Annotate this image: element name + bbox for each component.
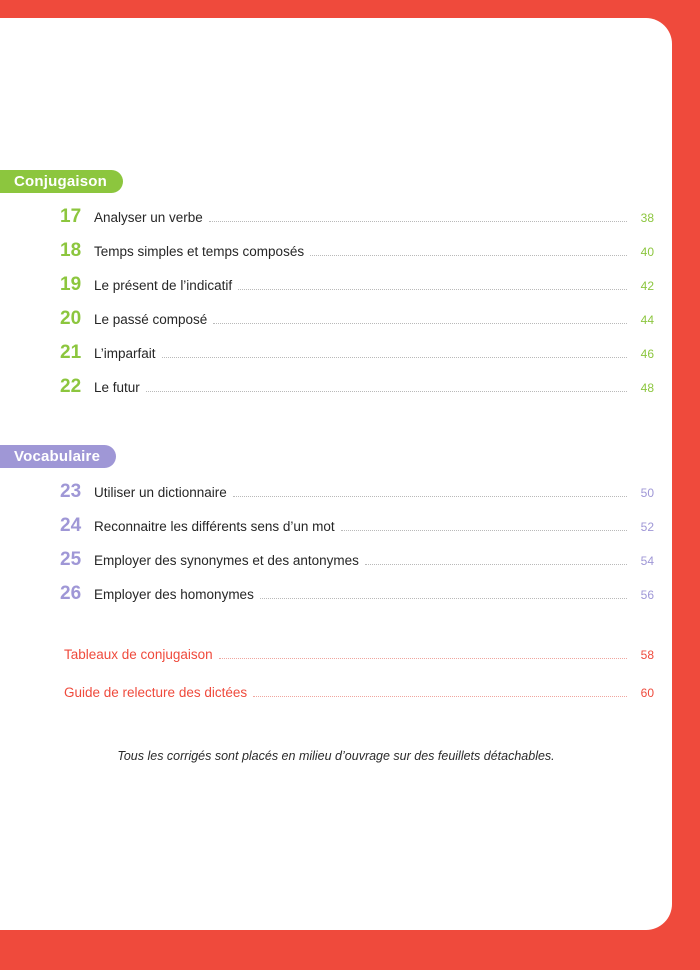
entry-page-number: 54 — [640, 554, 654, 568]
entry-number: 23 — [60, 481, 82, 502]
section-pill-label: Vocabulaire — [0, 445, 116, 468]
extra-page-number: 60 — [640, 686, 654, 700]
toc-entry[interactable] — [60, 274, 654, 300]
entry-page-number: 48 — [640, 381, 654, 395]
extra-title: Tableaux de conjugaison — [64, 647, 213, 662]
dot-leader — [213, 323, 627, 324]
toc-entry[interactable] — [60, 206, 654, 232]
entry-number: 20 — [60, 308, 82, 329]
toc-entry[interactable] — [60, 515, 654, 541]
section-header-vocabulaire — [0, 445, 116, 468]
entry-title: Le futur — [94, 380, 140, 395]
entry-number: 26 — [60, 583, 82, 604]
entry-page-number: 56 — [640, 588, 654, 602]
entry-page-number: 40 — [640, 245, 654, 259]
entry-title: Reconnaitre les différents sens d’un mot — [94, 519, 335, 534]
toc-extra-entry[interactable] — [64, 685, 654, 709]
entry-number: 21 — [60, 342, 82, 363]
entry-page-number: 46 — [640, 347, 654, 361]
extra-title: Guide de relecture des dictées — [64, 685, 248, 700]
dot-leader — [238, 289, 627, 290]
toc-entry[interactable] — [60, 376, 654, 402]
dot-leader — [219, 658, 627, 659]
dot-leader — [310, 255, 627, 256]
toc-entry[interactable] — [60, 583, 654, 609]
entry-page-number: 42 — [640, 279, 654, 293]
section-header-conjugaison — [0, 170, 123, 193]
entry-number: 17 — [60, 206, 82, 227]
dot-leader — [233, 496, 627, 497]
entry-page-number: 38 — [640, 211, 654, 225]
toc-entry[interactable] — [60, 481, 654, 507]
toc-entry[interactable] — [60, 308, 654, 334]
entry-number: 18 — [60, 240, 82, 261]
entry-title: Employer des synonymes et des antonymes — [94, 553, 359, 568]
entry-title: Utiliser un dictionnaire — [94, 485, 227, 500]
entry-title: Analyser un verbe — [94, 210, 203, 225]
toc-entry[interactable] — [60, 549, 654, 575]
entry-title: Temps simples et temps composés — [94, 244, 305, 259]
entry-page-number: 52 — [640, 520, 654, 534]
toc-entry[interactable] — [60, 342, 654, 368]
entry-number: 22 — [60, 376, 82, 397]
toc-extra-entry[interactable] — [64, 647, 654, 671]
dot-leader — [209, 221, 627, 222]
toc-entry[interactable] — [60, 240, 654, 266]
entry-number: 25 — [60, 549, 82, 570]
footnote-text: Tous les corrigés sont placés en milieu d’ouvrage sur des feuillets détachables. — [117, 749, 555, 763]
entry-page-number: 50 — [640, 486, 654, 500]
dot-leader — [260, 598, 627, 599]
dot-leader — [341, 530, 627, 531]
dot-leader — [365, 564, 627, 565]
table-of-contents — [0, 18, 672, 930]
entry-number: 24 — [60, 515, 82, 536]
entry-page-number: 44 — [640, 313, 654, 327]
entry-title: L’imparfait — [94, 346, 156, 361]
entry-number: 19 — [60, 274, 82, 295]
section-pill-label: Conjugaison — [0, 170, 123, 193]
entry-title: Le présent de l’indicatif — [94, 278, 233, 293]
dot-leader — [146, 391, 627, 392]
extra-page-number: 58 — [640, 648, 654, 662]
dot-leader — [162, 357, 627, 358]
entry-title: Employer des homonymes — [94, 587, 254, 602]
entry-title: Le passé composé — [94, 312, 208, 327]
dot-leader — [253, 696, 627, 697]
paper-sheet — [0, 18, 672, 930]
